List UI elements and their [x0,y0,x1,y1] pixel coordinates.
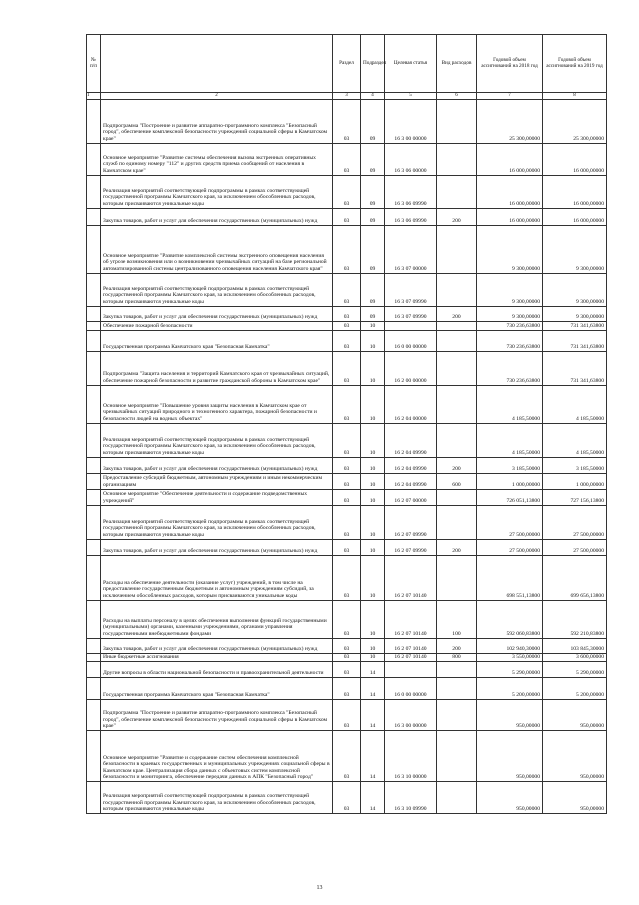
row-vol2019: 16 000,00000 [543,176,607,209]
row-num [87,782,101,814]
row-name: Закупка товаров, работ и услуг для обеспечения государственных (муниципальных) нужд [101,307,333,322]
row-vol2019: 27 500,00000 [543,506,607,540]
table-row [87,209,607,226]
table-row [87,352,607,386]
row-target: 16 2 00 00000 [385,352,437,386]
row-name: Закупка товаров, работ и услуг для обеспечения государственных (муниципальных) нужд [101,639,333,654]
row-section: 03 [333,331,361,352]
table-row [87,662,607,678]
row-expense [437,700,477,731]
row-expense [437,424,477,458]
row-name: Обеспечение пожарной безопасности [101,322,333,331]
row-target: 16 2 07 09990 [385,540,437,556]
row-num [87,601,101,639]
row-expense [437,100,477,144]
row-vol2018: 3 185,50000 [477,458,543,474]
column-number: 5 [385,93,437,100]
table-row [87,274,607,307]
row-vol2019: 25 300,00000 [543,100,607,144]
row-vol2018: 9 300,00000 [477,307,543,322]
row-vol2019: 699 656,13800 [543,556,607,601]
row-expense [437,782,477,814]
row-target: 16 3 06 09990 [385,209,437,226]
row-name: Реализация мероприятий соответствующей подпрограммы в рамках соответствующей государственной программы Камчатского края, за исключением обособленных расходов, которым присваиваются уникальные коды [101,274,333,307]
row-vol2018: 9 300,00000 [477,226,543,274]
row-section: 03 [333,678,361,700]
row-subsection: 09 [361,226,385,274]
row-vol2019: 27 500,00000 [543,540,607,556]
row-name: Реализация мероприятий соответствующей подпрограммы в рамках соответствующей государственной программы Камчатского края, за исключением обособленных расходов, которым присваиваются уникальные коды [101,782,333,814]
row-name: Расходы на обеспечение деятельности (оказание услуг) учреждений, в том числе на предоставление государственным бюджетным и автономным учреждениям субсидий, за исключением обособленных расходов, которым присваиваются уникальные коды [101,556,333,601]
row-subsection: 10 [361,490,385,506]
header-section: Раздел [333,35,361,93]
row-expense: 200 [437,540,477,556]
row-num [87,386,101,424]
row-expense [437,176,477,209]
row-vol2019: 16 000,00000 [543,144,607,176]
row-target: 16 2 07 10140 [385,639,437,654]
row-section: 03 [333,274,361,307]
table-row [87,654,607,662]
row-vol2018: 16 000,00000 [477,209,543,226]
row-num [87,474,101,490]
table-row [87,458,607,474]
row-subsection: 14 [361,700,385,731]
row-vol2018: 16 000,00000 [477,176,543,209]
table-row [87,331,607,352]
row-target: 16 3 00 00000 [385,100,437,144]
row-vol2018: 730 236,63800 [477,331,543,352]
row-subsection: 10 [361,556,385,601]
row-vol2019: 103 845,30000 [543,639,607,654]
row-num [87,662,101,678]
row-subsection: 10 [361,639,385,654]
header-subsection: Подраздел [361,35,385,93]
margin-stamp [24,430,34,500]
row-name: Закупка товаров, работ и услуг для обеспечения государственных (муниципальных) нужд [101,458,333,474]
table-body [87,100,607,814]
row-name: Предоставление субсидий бюджетным, автономным учреждениям и иным некоммерческим организациям [101,474,333,490]
row-expense: 100 [437,601,477,639]
row-expense: 200 [437,458,477,474]
table-row [87,307,607,322]
row-subsection: 09 [361,144,385,176]
row-target: 16 2 04 00000 [385,386,437,424]
row-expense [437,331,477,352]
row-section: 03 [333,540,361,556]
row-num [87,144,101,176]
row-num [87,639,101,654]
table-row [87,700,607,731]
row-subsection: 10 [361,540,385,556]
row-section: 03 [333,654,361,662]
row-section: 03 [333,209,361,226]
table-row [87,678,607,700]
row-vol2018: 950,00000 [477,731,543,782]
row-target: 16 3 00 00000 [385,700,437,731]
budget-table [86,34,607,814]
row-name: Основное мероприятие "Обеспечение деятельности и содержание подведомственных учреждений" [101,490,333,506]
row-vol2019: 950,00000 [543,731,607,782]
header-vol2019: Годовой объем ассигнований на 2019 год [543,35,607,93]
row-name: Реализация мероприятий соответствующей подпрограммы в рамках соответствующей государственной программы Камчатского края, за исключением обособленных расходов, которым присваиваются уникальные коды [101,424,333,458]
row-section: 03 [333,700,361,731]
row-expense: 200 [437,307,477,322]
row-expense [437,322,477,331]
row-vol2019: 731 341,63800 [543,322,607,331]
column-number: 3 [333,93,361,100]
row-target: 16 3 06 09990 [385,176,437,209]
header-vol2018: Годовой объем ассигнований на 2018 год [477,35,543,93]
row-subsection: 09 [361,209,385,226]
row-vol2018: 950,00000 [477,782,543,814]
row-name: Закупка товаров, работ и услуг для обеспечения государственных (муниципальных) нужд [101,209,333,226]
row-subsection: 09 [361,100,385,144]
page-number: 13 [316,885,323,891]
column-number: 7 [477,93,543,100]
row-name: Реализация мероприятий соответствующей подпрограммы в рамках соответствующей государственной программы Камчатского края, за исключением обособленных расходов, которым присваиваются уникальные коды [101,506,333,540]
row-num [87,678,101,700]
table-row [87,176,607,209]
row-subsection: 10 [361,331,385,352]
row-section: 03 [333,322,361,331]
row-section: 03 [333,458,361,474]
row-expense: 800 [437,654,477,662]
row-section: 03 [333,731,361,782]
row-subsection: 09 [361,274,385,307]
row-name: Основное мероприятие "Развитие и содержание систем обеспечения комплексной безопасности в краевых государственных и муниципальных учреждениях социальной сферы в Камчатском крае. Централизация сбора данных с объектовых систем комплексной безопасности и мониторинга, обеспечение передачи данных в АПК "Безопасный город" [101,731,333,782]
header-name [101,35,333,93]
row-vol2018: 730 236,63800 [477,322,543,331]
row-subsection: 10 [361,424,385,458]
row-target: 16 0 00 00000 [385,678,437,700]
row-vol2019: 9 300,00000 [543,307,607,322]
row-num [87,322,101,331]
table-row [87,601,607,639]
row-target: 16 2 04 09990 [385,424,437,458]
row-num [87,458,101,474]
row-vol2018: 950,00000 [477,700,543,731]
row-vol2019: 9 300,00000 [543,274,607,307]
row-vol2018: 592 060,83800 [477,601,543,639]
row-vol2019: 950,00000 [543,700,607,731]
row-section: 03 [333,307,361,322]
row-expense [437,731,477,782]
row-vol2019: 9 300,00000 [543,226,607,274]
row-name: Основное мероприятие "Повышение уровня защиты населения в Камчатском крае от чрезвычайных ситуаций природного и техногенного характера, пожарной безопасности и безопасности людей на водных объектах" [101,386,333,424]
row-name: Основное мероприятие "Развитие комплексной системы экстренного оповещения населения об угрозе возникновения или о возникновении чрезвычайных ситуаций на базе региональной автоматизированной системы централизованного оповещения населения Камчатского края" [101,226,333,274]
row-name: Другие вопросы в области национальной безопасности и правоохранительной деятельности [101,662,333,678]
row-expense [437,556,477,601]
row-subsection: 10 [361,458,385,474]
table-row [87,556,607,601]
row-section: 03 [333,100,361,144]
header-expense: Вид расходов [437,35,477,93]
table-row [87,474,607,490]
row-section: 03 [333,556,361,601]
row-target: 16 2 07 10140 [385,601,437,639]
row-target: 16 3 10 00000 [385,731,437,782]
table-row [87,782,607,814]
row-section: 03 [333,386,361,424]
table-row [87,386,607,424]
table-header-row [87,35,607,93]
row-vol2018: 27 500,00000 [477,506,543,540]
row-num [87,506,101,540]
row-vol2018: 9 300,00000 [477,274,543,307]
row-num [87,100,101,144]
table-row [87,144,607,176]
row-subsection: 14 [361,662,385,678]
row-subsection: 10 [361,352,385,386]
row-num [87,226,101,274]
row-vol2019: 727 156,13800 [543,490,607,506]
row-vol2019: 4 185,50000 [543,424,607,458]
table-row [87,639,607,654]
row-expense: 600 [437,474,477,490]
row-target [385,322,437,331]
column-number: 4 [361,93,385,100]
row-expense [437,662,477,678]
row-num [87,700,101,731]
table-row [87,731,607,782]
row-vol2019: 3 600,00000 [543,654,607,662]
table-row [87,322,607,331]
row-section: 03 [333,352,361,386]
row-target: 16 3 07 09990 [385,274,437,307]
row-vol2019: 3 185,50000 [543,458,607,474]
row-vol2018: 4 185,50000 [477,424,543,458]
row-vol2019: 4 185,50000 [543,386,607,424]
row-subsection: 09 [361,176,385,209]
table-row [87,490,607,506]
row-expense [437,490,477,506]
row-expense [437,352,477,386]
row-subsection: 10 [361,386,385,424]
row-num [87,540,101,556]
row-subsection: 14 [361,782,385,814]
row-vol2019: 5 290,00000 [543,662,607,678]
row-subsection: 10 [361,654,385,662]
row-expense [437,274,477,307]
row-num [87,654,101,662]
row-name: Иные бюджетные ассигнования [101,654,333,662]
row-subsection: 14 [361,678,385,700]
row-name: Государственная программа Камчатского края "Безопасная Камчатка" [101,331,333,352]
row-subsection: 14 [361,731,385,782]
column-number: 1 [87,93,101,100]
row-num [87,209,101,226]
row-section: 03 [333,601,361,639]
row-vol2019: 5 200,00000 [543,678,607,700]
row-num [87,352,101,386]
row-target: 16 0 00 00000 [385,331,437,352]
row-num [87,331,101,352]
row-num [87,490,101,506]
row-num [87,556,101,601]
row-num [87,307,101,322]
row-target: 16 2 07 00000 [385,490,437,506]
row-name: Государственная программа Камчатского края "Безопасная Камчатка" [101,678,333,700]
row-subsection: 10 [361,322,385,331]
row-section: 03 [333,490,361,506]
table-row [87,226,607,274]
row-vol2018: 16 000,00000 [477,144,543,176]
header-target: Целевая статья [385,35,437,93]
row-vol2019: 1 000,00000 [543,474,607,490]
row-target: 16 3 07 00000 [385,226,437,274]
row-target: 16 3 06 00000 [385,144,437,176]
row-vol2018: 726 051,13800 [477,490,543,506]
row-expense [437,144,477,176]
row-target: 16 3 10 09990 [385,782,437,814]
row-section: 03 [333,474,361,490]
column-number: 8 [543,93,607,100]
row-section: 03 [333,226,361,274]
row-expense: 200 [437,209,477,226]
row-num [87,731,101,782]
row-vol2018: 730 236,63800 [477,352,543,386]
column-number: 6 [437,93,477,100]
row-name: Подпрограмма "Защита населения и территорий Камчатского края от чрезвычайных ситуаций, обеспечение пожарной безопасности и развитие гражданской обороны в Камчатском крае" [101,352,333,386]
column-number-row [87,93,607,100]
row-subsection: 10 [361,601,385,639]
row-target: 16 2 04 09990 [385,474,437,490]
row-section: 03 [333,176,361,209]
row-vol2018: 698 551,13800 [477,556,543,601]
column-number: 2 [101,93,333,100]
table-row [87,424,607,458]
row-target: 16 2 07 09990 [385,506,437,540]
row-num [87,176,101,209]
row-section: 03 [333,639,361,654]
row-subsection: 10 [361,506,385,540]
table-row [87,506,607,540]
row-expense [437,386,477,424]
row-vol2019: 950,00000 [543,782,607,814]
row-vol2018: 102 940,30000 [477,639,543,654]
row-vol2018: 5 200,00000 [477,678,543,700]
row-section: 03 [333,144,361,176]
row-vol2019: 16 000,00000 [543,209,607,226]
budget-page [86,34,606,814]
row-expense [437,678,477,700]
row-target: 16 2 04 09990 [385,458,437,474]
row-num [87,274,101,307]
row-name: Основное мероприятие "Развитие системы обеспечения вызова экстренных оперативных служб по единому номеру "112" и других средств приема сообщений от населения в Камчатском крае" [101,144,333,176]
row-vol2018: 5 290,00000 [477,662,543,678]
row-vol2019: 731 341,63800 [543,352,607,386]
row-vol2018: 3 550,00000 [477,654,543,662]
row-expense [437,226,477,274]
row-target [385,662,437,678]
row-expense [437,506,477,540]
row-name: Подпрограмма "Построение и развитие аппаратно-программного комплекса "Безопасный город", обеспечение комплексной безопасности учреждений социальной сферы в Камчатском крае" [101,700,333,731]
row-target: 16 3 07 09990 [385,307,437,322]
row-subsection: 10 [361,474,385,490]
row-name: Расходы на выплаты персоналу в целях обеспечения выполнения функций государственными (муниципальными) органами, казенными учреждениями, органами управления государственными внебюджетными фондами [101,601,333,639]
row-expense: 200 [437,639,477,654]
row-section: 03 [333,782,361,814]
row-subsection: 09 [361,307,385,322]
row-vol2019: 731 341,63800 [543,331,607,352]
row-name: Закупка товаров, работ и услуг для обеспечения государственных (муниципальных) нужд [101,540,333,556]
row-section: 03 [333,424,361,458]
row-section: 03 [333,506,361,540]
row-vol2018: 25 300,00000 [477,100,543,144]
row-target: 16 2 07 10140 [385,556,437,601]
row-target: 16 2 07 10140 [385,654,437,662]
row-vol2018: 1 000,00000 [477,474,543,490]
row-num [87,424,101,458]
table-row [87,100,607,144]
row-vol2018: 27 500,00000 [477,540,543,556]
row-name: Подпрограмма "Построение и развитие аппаратно-программного комплекса "Безопасный город", обеспечение комплексной безопасности учреждений социальной сферы в Камчатском крае" [101,100,333,144]
row-vol2018: 4 185,50000 [477,386,543,424]
row-section: 03 [333,662,361,678]
row-name: Реализация мероприятий соответствующей подпрограммы в рамках соответствующей государственной программы Камчатского края, за исключением обособленных расходов, которым присваиваются уникальные коды [101,176,333,209]
table-row [87,540,607,556]
row-vol2019: 592 210,83800 [543,601,607,639]
header-num: № п/п [87,35,101,93]
